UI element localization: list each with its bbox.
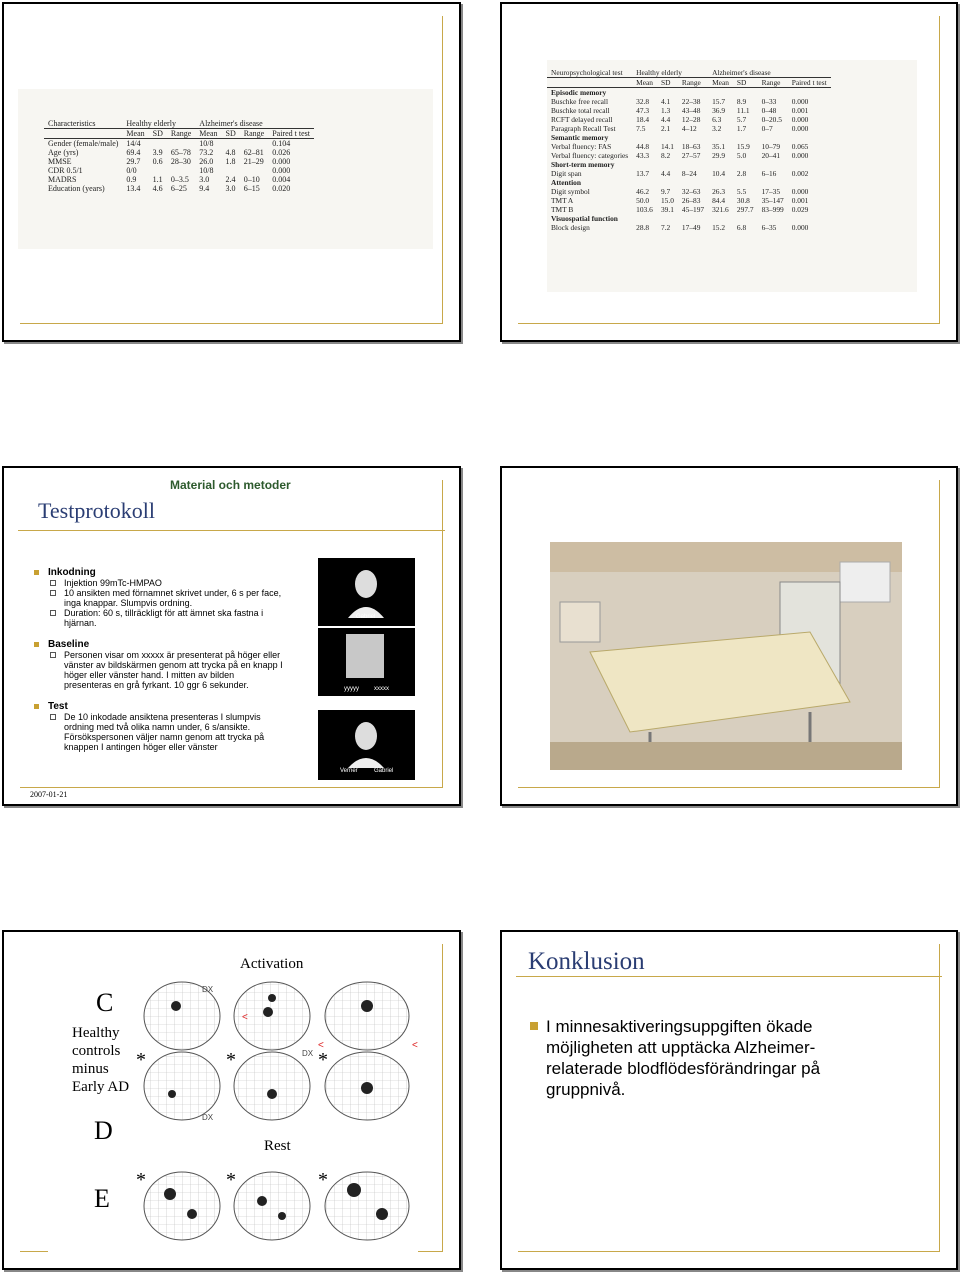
column-subheader: Mean: [708, 78, 733, 88]
dx-label: DX: [302, 1049, 314, 1058]
table-cell: 5.7: [736, 115, 747, 124]
table-cell: [788, 214, 831, 223]
table-cell: 28–30: [170, 157, 191, 166]
table-cell: 43.3: [636, 151, 650, 160]
table-row: [547, 196, 831, 205]
column-subheader: Range: [678, 78, 708, 88]
baseline-panel: [318, 628, 415, 696]
table-cell: 8–24: [681, 169, 697, 178]
group-text: Healthy controls minus Early AD: [72, 1025, 130, 1095]
face-label: Gabriel: [356, 614, 376, 620]
table-cell: 4.1: [660, 97, 671, 106]
table-cell: [167, 166, 195, 175]
table-cell: 0.000: [791, 223, 809, 232]
table-cell: 47.3: [636, 106, 650, 115]
table-cell: 5.0: [736, 151, 747, 160]
table-row: [547, 187, 831, 196]
table-cell: [708, 88, 733, 98]
table-cell: 11.1: [736, 106, 750, 115]
table-cell: 45–197: [681, 205, 705, 214]
table-cell: [657, 214, 678, 223]
table-cell: 4–12: [681, 124, 697, 133]
table-cell: Short-term memory: [551, 160, 615, 169]
star-mark: *: [136, 1049, 146, 1071]
slide-testprotokoll: [2, 466, 461, 806]
table-cell: [733, 133, 758, 142]
table-cell: Education (years): [48, 184, 105, 193]
label-c: C: [96, 988, 114, 1017]
bullet-item: Personen visar om xxxxx är presenterat på höger eller vänster av bildskärmen genom att trycka på en knapp I höger eller vänster hand. I mitten av bilden presenteras en grå fyrkant. 10 ggr 6 sekunder.: [34, 650, 284, 690]
table-cell: 36.9: [712, 106, 726, 115]
table-cell: 15.0: [660, 196, 674, 205]
table-cell: 0.020: [272, 184, 291, 193]
table-cell: 0–3.5: [170, 175, 189, 184]
table-cell: 6–25: [170, 184, 187, 193]
table-cell: 4.8: [225, 148, 236, 157]
table-cell: [788, 160, 831, 169]
table-row: [547, 178, 831, 187]
table-cell: 0–7: [761, 124, 773, 133]
table-cell: Gender (female/male): [44, 139, 122, 149]
column-subheader: Range: [758, 78, 788, 88]
characteristics-table-image: [18, 89, 433, 249]
star-mark: *: [318, 1049, 328, 1071]
conclusion-text: I minnesaktiveringsuppgiften ökade möjligheten att upptäcka Alzheimer-relaterade blodflödesförändringar på gruppnivå.: [546, 1017, 821, 1099]
table-row: [547, 205, 831, 214]
table-cell: 6–16: [761, 169, 777, 178]
table-cell: [632, 133, 657, 142]
table-row: [44, 175, 314, 184]
table-cell: [758, 178, 788, 187]
slide-brain-maps: [2, 930, 461, 1270]
table-cell: 9.4: [199, 184, 210, 193]
baseline-left-label: yyyyy: [344, 686, 359, 692]
table-row: [547, 124, 831, 133]
table-row: [547, 97, 831, 106]
table-cell: 6.3: [712, 115, 722, 124]
column-subheader: Range: [240, 129, 268, 139]
table-cell: 18–63: [681, 142, 701, 151]
table-cell: 28.8: [636, 223, 650, 232]
table-cell: 14/4: [122, 139, 148, 149]
grey-square: [346, 634, 384, 678]
table-cell: RCFT delayed recall: [551, 115, 613, 124]
title-rule: [18, 530, 445, 531]
table-cell: [149, 139, 167, 149]
table-cell: 1.7: [736, 124, 747, 133]
column-subheader: SD: [222, 129, 240, 139]
table-row: [547, 88, 831, 98]
table-cell: [788, 88, 831, 98]
table-cell: 0.004: [272, 175, 291, 184]
star-mark: *: [226, 1049, 236, 1071]
characteristics-table: [44, 119, 314, 193]
table-cell: 84.4: [712, 196, 726, 205]
column-subheader: Mean: [195, 129, 221, 139]
table-cell: [222, 166, 240, 175]
table-cell: Visuospatial function: [551, 214, 618, 223]
table-cell: TMT A: [551, 196, 574, 205]
choice-left-label: Verner: [340, 768, 358, 774]
table-cell: Verbal fluency: FAS: [551, 142, 612, 151]
slide-konklusion: [500, 930, 958, 1270]
slide-title: Testprotokoll: [38, 498, 156, 523]
table-cell: 4.4: [660, 169, 671, 178]
table-cell: 3.9: [152, 148, 163, 157]
table-cell: Block design: [551, 223, 590, 232]
table-cell: 7.5: [636, 124, 646, 133]
table-cell: [733, 88, 758, 98]
table-cell: 0–48: [761, 106, 777, 115]
table-cell: CDR 0.5/1: [48, 166, 83, 175]
face-icon: [318, 710, 415, 780]
slide-subtitle: Material och metoder: [170, 478, 291, 492]
dx-label: DX: [202, 985, 214, 994]
table-cell: 7.2: [660, 223, 671, 232]
star-mark: *: [318, 1169, 328, 1191]
table-cell: 2.4: [225, 175, 236, 184]
table-cell: 43–48: [681, 106, 701, 115]
table-cell: 46.2: [636, 187, 650, 196]
table-row: [547, 115, 831, 124]
table-subheader-row: [547, 78, 831, 88]
table-row: [44, 184, 314, 193]
table-cell: 2.1: [660, 124, 671, 133]
brain-figure: [48, 952, 418, 1252]
table-cell: 26.3: [712, 187, 726, 196]
table-cell: Semantic memory: [551, 133, 609, 142]
table-cell: TMT B: [551, 205, 574, 214]
table-cell: 27–57: [681, 151, 701, 160]
table-cell: 0.6: [152, 157, 163, 166]
table-cell: 17–49: [681, 223, 701, 232]
table-cell: 0.000: [272, 166, 291, 175]
table-cell: [657, 88, 678, 98]
table-cell: 0–20.5: [761, 115, 782, 124]
table-cell: [733, 178, 758, 187]
table-row: [44, 139, 314, 149]
table-row: [547, 169, 831, 178]
table-cell: 0.000: [791, 97, 809, 106]
table-cell: 3.0: [225, 184, 236, 193]
table-cell: [708, 133, 733, 142]
column-header: Alzheimer's disease: [199, 119, 263, 128]
label-d: D: [94, 1116, 113, 1145]
table-cell: 0–33: [761, 97, 777, 106]
table-cell: Digit symbol: [551, 187, 590, 196]
table-cell: [149, 166, 167, 175]
table-cell: 0.000: [791, 115, 809, 124]
choice-right-label: Gabriel: [374, 768, 394, 774]
table-cell: 4.6: [152, 184, 163, 193]
table-cell: [708, 160, 733, 169]
table-cell: 29.9: [712, 151, 726, 160]
table-cell: [788, 178, 831, 187]
table-cell: 83–999: [761, 205, 784, 214]
table-cell: [678, 133, 708, 142]
table-cell: 44.8: [636, 142, 650, 151]
slide-date: 2007-01-21: [30, 790, 68, 799]
table-cell: 0.104: [268, 139, 314, 149]
column-header: Healthy elderly: [636, 68, 682, 77]
section-heading: Test: [34, 702, 284, 712]
column-subheader: Paired t test: [268, 129, 314, 139]
table-cell: 35–147: [761, 196, 784, 205]
table-cell: 50.0: [636, 196, 650, 205]
table-cell: 26–83: [681, 196, 701, 205]
table-cell: 29.7: [126, 157, 141, 166]
table-cell: 0.029: [791, 205, 809, 214]
table-cell: 1.8: [225, 157, 236, 166]
table-row: [547, 106, 831, 115]
table-cell: 17–35: [761, 187, 781, 196]
dx-label: DX: [202, 1113, 214, 1122]
table-cell: 0.002: [791, 169, 809, 178]
table-cell: 0.000: [791, 124, 809, 133]
table-cell: 13.7: [636, 169, 650, 178]
table-cell: [708, 178, 733, 187]
table-cell: 73.2: [199, 148, 214, 157]
table-cell: 8.2: [660, 151, 671, 160]
column-subheader: Paired t test: [788, 78, 831, 88]
table-cell: 10.4: [712, 169, 726, 178]
bullet-item: Duration: 60 s, tillräckligt för att ämnet ska fastna i hjärnan.: [34, 608, 284, 628]
section-heading: Inkodning: [34, 568, 284, 578]
table-cell: 3.0: [199, 175, 210, 184]
column-header: Alzheimer's disease: [712, 68, 771, 77]
slide-title: Konklusion: [528, 948, 645, 975]
table-cell: 69.4: [126, 148, 141, 157]
bullet-item: Injektion 99mTc-HMPAO: [34, 578, 284, 588]
table-cell: 62–81: [243, 148, 264, 157]
table-header-row: [547, 68, 831, 78]
table-cell: 0.000: [791, 187, 809, 196]
table-cell: [240, 139, 268, 149]
neuropsych-table: [547, 68, 831, 232]
table-cell: Attention: [551, 178, 581, 187]
table-cell: [733, 214, 758, 223]
table-cell: 12–28: [681, 115, 701, 124]
column-subheader: Mean: [632, 78, 657, 88]
table-cell: 32–63: [681, 187, 701, 196]
table-cell: 35.1: [712, 142, 726, 151]
table-cell: [758, 133, 788, 142]
table-row: [547, 142, 831, 151]
column-header: Healthy elderly: [126, 119, 176, 128]
slide-neuropsych: [500, 2, 958, 342]
table-cell: MMSE: [48, 157, 72, 166]
table-cell: Buschke free recall: [551, 97, 609, 106]
table-cell: 0.001: [791, 106, 809, 115]
table-cell: 30.8: [736, 196, 750, 205]
star-mark: *: [226, 1169, 236, 1191]
bullet-marker: [530, 1022, 538, 1030]
table-cell: 8.9: [736, 97, 747, 106]
table-header-row: [44, 119, 314, 129]
neuropsych-table-image: [547, 60, 917, 292]
table-cell: [678, 88, 708, 98]
table-cell: [167, 139, 195, 149]
table-cell: [678, 178, 708, 187]
table-cell: 13.4: [126, 184, 141, 193]
table-cell: [632, 214, 657, 223]
table-row: [44, 148, 314, 157]
table-cell: 1.1: [152, 175, 163, 184]
table-cell: 10–79: [761, 142, 781, 151]
table-cell: [758, 88, 788, 98]
table-cell: [240, 166, 268, 175]
bullet-item: 10 ansikten med förnamnet skrivet under, 6 s per face, inga knappar. Slumpvis ordning.: [34, 588, 284, 608]
table-cell: Paragraph Recall Test: [551, 124, 616, 133]
svg-text:<: <: [318, 1040, 324, 1051]
brain-maps-icon: [136, 976, 418, 1252]
table-cell: Buschke total recall: [551, 106, 610, 115]
table-row: [44, 157, 314, 166]
table-cell: 0.026: [272, 148, 291, 157]
table-cell: Verbal fluency: categories: [551, 151, 629, 160]
rest-heading: Rest: [264, 1138, 291, 1154]
label-e: E: [94, 1184, 110, 1213]
table-cell: [678, 214, 708, 223]
table-cell: 18.4: [636, 115, 650, 124]
column-subheader: Mean: [122, 129, 148, 139]
table-cell: [632, 88, 657, 98]
svg-text:<: <: [242, 1012, 248, 1023]
table-cell: [632, 160, 657, 169]
table-cell: 0.000: [272, 157, 291, 166]
table-cell: 15.2: [712, 223, 726, 232]
face-image-gabriel: [318, 558, 415, 626]
table-cell: 22–38: [681, 97, 701, 106]
table-cell: 0/0: [126, 166, 137, 175]
baseline-right-label: xxxxx: [374, 686, 389, 692]
table-cell: 0.065: [791, 142, 809, 151]
table-subheader-row: [44, 129, 314, 139]
column-subheader: SD: [657, 78, 678, 88]
table-cell: [632, 178, 657, 187]
table-cell: 10/8: [195, 139, 221, 149]
face-image-choice: [318, 710, 415, 780]
table-cell: 321.6: [712, 205, 729, 214]
table-cell: 65–78: [170, 148, 191, 157]
title-rule: [516, 976, 942, 977]
svg-text:<: <: [412, 1040, 418, 1051]
table-cell: 9.7: [660, 187, 671, 196]
column-subheader: SD: [149, 129, 167, 139]
table-cell: [657, 160, 678, 169]
table-cell: 2.8: [736, 169, 747, 178]
scanner-bed-photo: [550, 542, 902, 770]
table-cell: 5.5: [736, 187, 747, 196]
table-cell: [733, 160, 758, 169]
table-cell: Age (yrs): [48, 148, 79, 157]
table-cell: 21–29: [243, 157, 264, 166]
column-header: Neuropsychological test: [551, 68, 623, 77]
activation-heading: Activation: [240, 956, 304, 972]
table-cell: 14.1: [660, 142, 674, 151]
table-cell: MADRS: [48, 175, 77, 184]
table-cell: 6.8: [736, 223, 747, 232]
table-cell: 15.7: [712, 97, 726, 106]
bullet-item: De 10 inkodade ansiktena presenteras I slumpvis ordning med två olika namn under, 6 s/ansikte. Försökspersonen väljer namn genom att trycka på knappen I antingen höger eller vänster: [34, 712, 284, 752]
table-cell: 0.000: [791, 151, 809, 160]
table-cell: [657, 178, 678, 187]
table-row: [547, 160, 831, 169]
table-cell: 0.9: [126, 175, 137, 184]
slide-characteristics: [2, 2, 461, 342]
table-cell: Episodic memory: [547, 88, 632, 98]
table-cell: 3.2: [712, 124, 722, 133]
protocol-bullets: [34, 562, 284, 752]
table-cell: [758, 214, 788, 223]
table-cell: 6–35: [761, 223, 777, 232]
table-cell: 15.9: [736, 142, 750, 151]
table-cell: 1.3: [660, 106, 671, 115]
section-heading: Baseline: [34, 640, 284, 650]
slide-photo: [500, 466, 958, 806]
table-row: [547, 151, 831, 160]
table-cell: [708, 214, 733, 223]
table-cell: 32.8: [636, 97, 650, 106]
table-cell: 297.7: [736, 205, 754, 214]
table-cell: 103.6: [636, 205, 653, 214]
column-subheader: SD: [733, 78, 758, 88]
table-cell: [788, 133, 831, 142]
column-subheader: Range: [167, 129, 195, 139]
table-cell: [758, 160, 788, 169]
table-cell: [678, 160, 708, 169]
table-cell: 4.4: [660, 115, 671, 124]
column-header: Characteristics: [48, 119, 96, 128]
table-row: [547, 223, 831, 232]
table-row: [44, 166, 314, 175]
table-cell: 20–41: [761, 151, 781, 160]
star-mark: *: [136, 1169, 146, 1191]
table-cell: 39.1: [660, 205, 674, 214]
table-row: [547, 214, 831, 223]
table-cell: 26.0: [199, 157, 214, 166]
table-cell: Digit span: [551, 169, 582, 178]
table-cell: 6–15: [243, 184, 260, 193]
table-cell: 0–10: [243, 175, 260, 184]
table-cell: 0.001: [791, 196, 809, 205]
table-cell: [657, 133, 678, 142]
table-cell: 10/8: [199, 166, 214, 175]
table-row: [547, 133, 831, 142]
table-cell: [222, 139, 240, 149]
